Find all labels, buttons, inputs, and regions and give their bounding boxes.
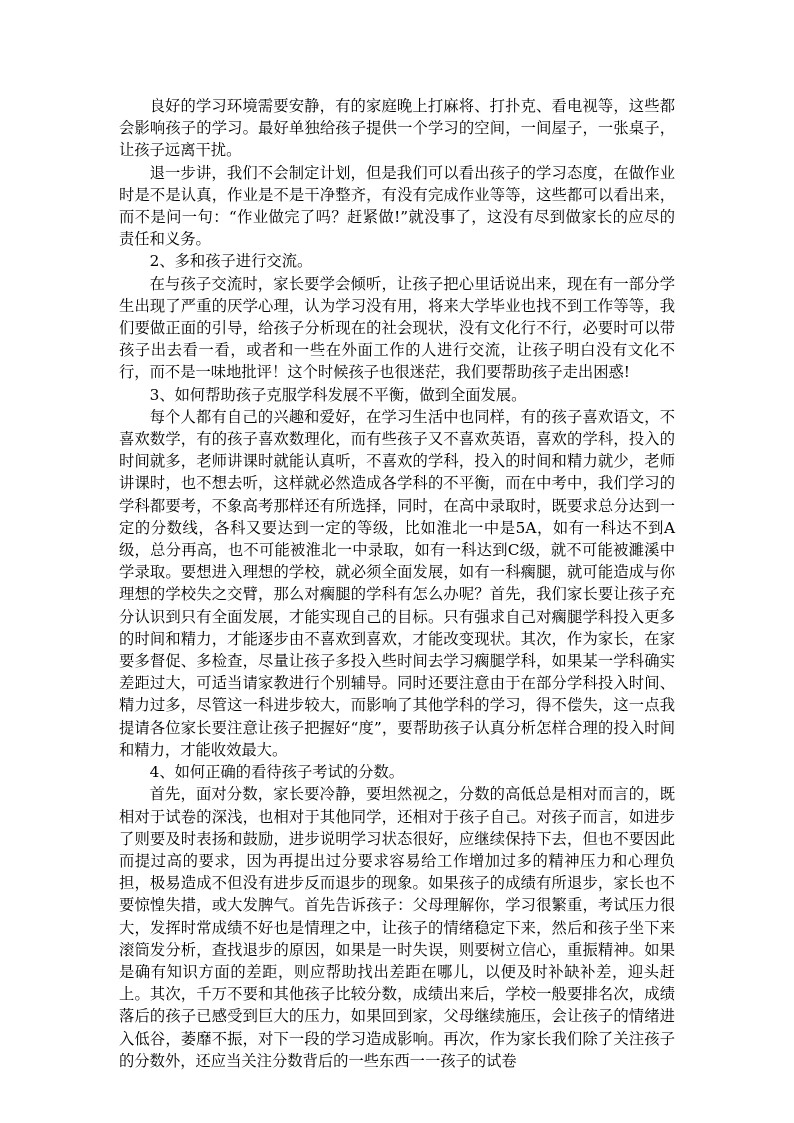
paragraph-quiet-environment: 良好的学习环境需要安静，有的家庭晚上打麻将、打扑克、看电视等，这些都会影响孩子的学习。最好单独给孩子提供一个学习的空间，一间屋子，一张桌子，让孩子远离干扰。: [119, 97, 675, 160]
paragraph-communication: 在与孩子交流时，家长要学会倾听，让孩子把心里话说出来，现在有一部分学生出现了严重的厌学心理，认为学习没有用，将来大学毕业也找不到工作等等，我们要做正面的引导，给孩子分析现在的社会现状，没有文化行不行，必要时可以带孩子出去看一看，或者和一些在外面工作的人进行交流，让孩子明白没有文化不行，而不是一味地批评！这个时候孩子也很迷茫，我们要帮助孩子走出困惑!: [119, 274, 675, 382]
paragraph-exam-scores: 首先，面对分数，家长要冷静，要坦然视之，分数的高低总是相对而言的，既相对于试卷的深浅，也相对于其他同学，还相对于孩子自己。对孩子而言，如进步了则要及时表扬和鼓励，进步说明学习状态很好，应继续保持下去，但也不要因此而提过高的要求，因为再提出过分要求容易给工作增加过多的精神压力和心理负担，极易造成不但没有进步反而退步的现象。如果孩子的成绩有所退步，家长也不要惊惶失措，或大发脾气。首先告诉孩子：父母理解你，学习很繁重，考试压力很大，发挥时常成绩不好也是情理之中，让孩子的情绪稳定下来，然后和孩子坐下来滚筒发分析，查找退步的原因，如果是一时失误，则要树立信心，重振精神。如果是确有知识方面的差距，则应帮助找出差距在哪儿，以便及时补缺补差，迎头赶上。其次，千万不要和其他孩子比较分数，成绩出来后，学校一般要排名次，成绩落后的孩子已感受到巨大的压力，如果回到家，父母继续施压，会让孩子的情绪进入低谷，萎靡不振，对下一段的学习造成影响。再次，作为家长我们除了关注孩子的分数外，还应当关注分数背后的一些东西一一孩子的试卷: [119, 785, 675, 1070]
section-heading-balanced-development: 3、如何帮助孩子克服学科发展不平衡，做到全面发展。: [149, 385, 527, 404]
section-heading-exam-scores: 4、如何正确的看待孩子考试的分数。: [149, 763, 405, 782]
section-heading-communication: 2、多和孩子进行交流。: [149, 252, 313, 271]
paragraph-balanced-development: 每个人都有自己的兴趣和爱好，在学习生活中也同样，有的孩子喜欢语文，不喜欢数学，有的孩子喜欢数理化，而有些孩子又不喜欢英语，喜欢的学科，投入的时间就多，老师讲课时就能认真听，不喜欢的学科，投入的时间和精力就少，老师讲课时，也不想去听，这样就必然造成各学科的不平衡，而在中考中，我们学习的学科都要考，不象高考那样还有所选择，同时，在高中录取时，既要求总分达到一定的分数线，各科又要达到一定的等级，比如淮北一中是5A，如有一科达不到A级，总分再高，也不可能被淮北一中录取，如有一科达到C级，就不可能被濉溪中学录取。要想进入理想的学校，就必须全面发展，如有一科瘸腿，就可能造成与你理想的学校失之交臂，那么对瘸腿的学科有怎么办呢？首先，我们家长要让孩子充分认识到只有全面发展，才能实现自己的目标。只有强求自己对瘸腿学科投入更多的时间和精力，才能逐步由不喜欢到喜欢，才能改变现状。其次，作为家长，在家要多督促、多检查，尽量让孩子多投入些时间去学习瘸腿学科，如果某一学科确实差距过大，可适当请家教进行个别辅导。同时还要注意由于在部分学科投入时间、精力过多，尽管这一科进步较大，而影响了其他学科的学习，得不偿失，这一点我提请各位家长要注意让孩子把握好“度”，要帮助孩子认真分析怎样合理的投入时间和精力，才能收效最大。: [119, 407, 675, 759]
document-body: [119, 95, 675, 1072]
paragraph-learning-attitude: 退一步讲，我们不会制定计划，但是我们可以看出孩子的学习态度，在做作业时是不是认真，作业是不是干净整齐，有没有完成作业等等，这些都可以看出来，而不是问一句：“作业做完了吗？赶紧做!”就没事了，这没有尽到做家长的应尽的责任和义务。: [119, 163, 675, 249]
